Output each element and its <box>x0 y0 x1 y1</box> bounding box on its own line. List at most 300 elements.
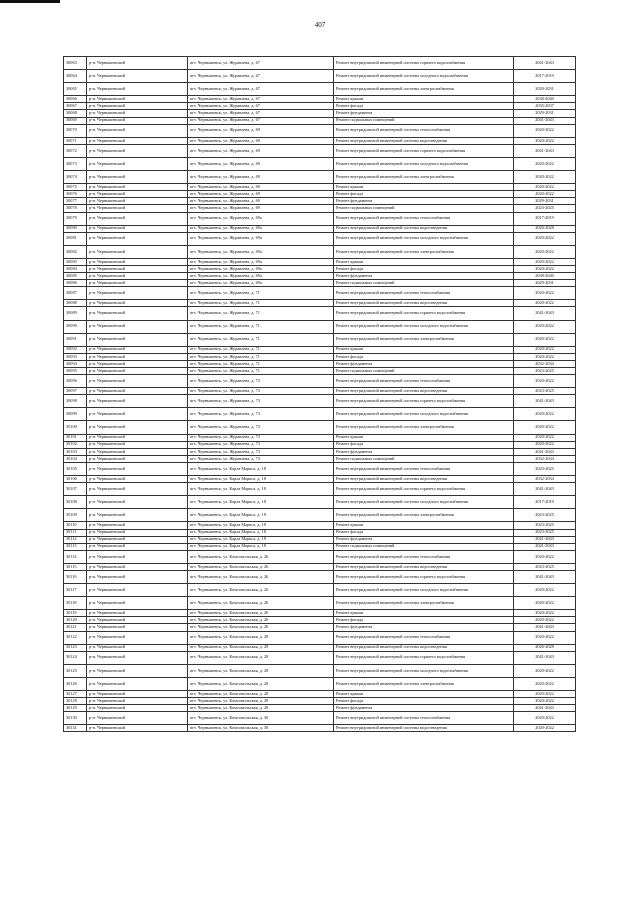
table-row <box>64 421 576 434</box>
period-cell: 2041-2043 <box>514 307 576 320</box>
district-cell: р-н. Чернышевский <box>87 117 188 124</box>
row-number-cell: 30088 <box>64 300 87 307</box>
work-type-cell: Ремонт внутридомовой инженерной системы водоотведения <box>334 300 514 307</box>
work-type-cell: Ремонт подвальных помещений <box>334 117 514 124</box>
table-row <box>64 448 576 455</box>
table-row <box>64 462 576 475</box>
row-number-cell: 30123 <box>64 644 87 651</box>
row-number-cell: 30120 <box>64 617 87 624</box>
row-number-cell: 30068 <box>64 110 87 117</box>
table-row <box>64 455 576 462</box>
work-type-cell: Ремонт фасада <box>334 441 514 448</box>
district-cell: р-н. Чернышевский <box>87 536 188 543</box>
work-type-cell: Ремонт внутридомовой инженерной системы холодного водоснабжения <box>334 584 514 597</box>
district-cell: р-н. Чернышевский <box>87 455 188 462</box>
row-number-cell: 30127 <box>64 691 87 698</box>
row-number-cell: 30118 <box>64 597 87 610</box>
table-row <box>64 408 576 421</box>
district-cell: р-н. Чернышевский <box>87 434 188 441</box>
address-cell: пгт. Чернышевск, ул. Журавлева, д. 67 <box>188 96 334 103</box>
address-cell: пгт. Чернышевск, ул. Журавлева, д. 73 <box>188 441 334 448</box>
row-number-cell: 30097 <box>64 388 87 395</box>
table-row <box>64 353 576 360</box>
address-cell: пгт. Чернышевск, ул. Журавлева, д. 71 <box>188 320 334 333</box>
table-row <box>64 232 576 245</box>
work-type-cell: Ремонт фундамента <box>334 110 514 117</box>
period-cell: 2041-2043 <box>514 144 576 157</box>
work-type-cell: Ремонт подвальных помещений <box>334 368 514 375</box>
address-cell: пгт. Чернышевск, ул. Комсомольская, д. 28 <box>188 664 334 677</box>
district-cell: р-н. Чернышевский <box>87 543 188 550</box>
work-type-cell: Ремонт крыши <box>334 434 514 441</box>
district-cell: р-н. Чернышевский <box>87 360 188 367</box>
work-type-cell: Ремонт внутридомовой инженерной системы холодного водоснабжения <box>334 157 514 170</box>
district-cell: р-н. Чернышевский <box>87 191 188 198</box>
table-row <box>64 103 576 110</box>
address-cell: пгт. Чернышевск, ул. Комсомольская, д. 28 <box>188 698 334 705</box>
period-cell: 2020-2022 <box>514 584 576 597</box>
row-number-cell: 30073 <box>64 157 87 170</box>
period-cell: 2041-2043 <box>514 117 576 124</box>
row-number-cell: 30070 <box>64 124 87 137</box>
repair-schedule-table <box>63 56 576 732</box>
period-cell: 2038-2040 <box>514 96 576 103</box>
period-cell: 2020-2022 <box>514 258 576 265</box>
work-type-cell: Ремонт внутридомовой инженерной системы электроснабжения <box>334 597 514 610</box>
district-cell: р-н. Чернышевский <box>87 265 188 272</box>
row-number-cell: 30065 <box>64 83 87 96</box>
table-row <box>64 522 576 529</box>
table-row <box>64 245 576 258</box>
table-row <box>64 184 576 191</box>
row-number-cell: 30131 <box>64 725 87 732</box>
period-cell: 2020-2022 <box>514 631 576 644</box>
row-number-cell: 30077 <box>64 198 87 205</box>
table-row <box>64 57 576 70</box>
table-row <box>64 441 576 448</box>
row-number-cell: 30067 <box>64 103 87 110</box>
row-number-cell: 30082 <box>64 245 87 258</box>
row-number-cell: 30105 <box>64 462 87 475</box>
period-cell: 2020-2022 <box>514 232 576 245</box>
work-type-cell: Ремонт внутридомовой инженерной системы холодного водоснабжения <box>334 496 514 509</box>
district-cell: р-н. Чернышевский <box>87 96 188 103</box>
address-cell: пгт. Чернышевск, ул. Комсомольская, д. 26 <box>188 624 334 631</box>
table-row <box>64 346 576 353</box>
district-cell: р-н. Чернышевский <box>87 184 188 191</box>
row-number-cell: 30103 <box>64 448 87 455</box>
district-cell: р-н. Чернышевский <box>87 232 188 245</box>
period-cell: 2020-2022 <box>514 434 576 441</box>
table-row <box>64 144 576 157</box>
address-cell: пгт. Чернышевск, ул. Журавлева, д. 67 <box>188 57 334 70</box>
row-number-cell: 30079 <box>64 212 87 225</box>
address-cell: пгт. Чернышевск, ул. Журавлева, д. 69а <box>188 265 334 272</box>
work-type-cell: Ремонт подвальных помещений <box>334 543 514 550</box>
address-cell: пгт. Чернышевск, ул. Журавлева, д. 71 <box>188 368 334 375</box>
table-row <box>64 368 576 375</box>
work-type-cell: Ремонт внутридомовой инженерной системы горячего водоснабжения <box>334 570 514 583</box>
district-cell: р-н. Чернышевский <box>87 483 188 496</box>
table-row <box>64 570 576 583</box>
table-row <box>64 258 576 265</box>
address-cell: пгт. Чернышевск, ул. Журавлева, д. 69 <box>188 191 334 198</box>
row-number-cell: 30104 <box>64 455 87 462</box>
row-number-cell: 30096 <box>64 375 87 388</box>
work-type-cell: Ремонт внутридомовой инженерной системы холодного водоснабжения <box>334 408 514 421</box>
row-number-cell: 30113 <box>64 543 87 550</box>
period-cell: 2041-2043 <box>514 543 576 550</box>
work-type-cell: Ремонт крыши <box>334 96 514 103</box>
period-cell: 2029-2031 <box>514 280 576 287</box>
district-cell: р-н. Чернышевский <box>87 584 188 597</box>
address-cell: пгт. Чернышевск, ул. Комсомольская, д. 28 <box>188 644 334 651</box>
table-row <box>64 157 576 170</box>
work-type-cell: Ремонт фундамента <box>334 198 514 205</box>
row-number-cell: 30112 <box>64 536 87 543</box>
work-type-cell: Ремонт фундамента <box>334 536 514 543</box>
address-cell: пгт. Чернышевск, ул. Карла Маркса, д. 18 <box>188 529 334 536</box>
work-type-cell: Ремонт внутридомовой инженерной системы водоотведения <box>334 225 514 232</box>
address-cell: пгт. Чернышевск, ул. Журавлева, д. 69 <box>188 171 334 184</box>
period-cell: 2041-2043 <box>514 395 576 408</box>
table-row <box>64 83 576 96</box>
table-row <box>64 584 576 597</box>
address-cell: пгт. Чернышевск, ул. Журавлева, д. 73 <box>188 375 334 388</box>
district-cell: р-н. Чернышевский <box>87 368 188 375</box>
district-cell: р-н. Чернышевский <box>87 388 188 395</box>
period-cell: 2020-2022 <box>514 333 576 346</box>
district-cell: р-н. Чернышевский <box>87 624 188 631</box>
district-cell: р-н. Чернышевский <box>87 550 188 563</box>
period-cell: 2029-2031 <box>514 83 576 96</box>
district-cell: р-н. Чернышевский <box>87 273 188 280</box>
period-cell: 2020-2022 <box>514 617 576 624</box>
address-cell: пгт. Чернышевск, ул. Комсомольская, д. 26 <box>188 563 334 570</box>
work-type-cell: Ремонт внутридомовой инженерной системы теплоснабжения <box>334 375 514 388</box>
address-cell: пгт. Чернышевск, ул. Журавлева, д. 73 <box>188 434 334 441</box>
address-cell: пгт. Чернышевск, ул. Журавлева, д. 69а <box>188 245 334 258</box>
district-cell: р-н. Чернышевский <box>87 408 188 421</box>
period-cell: 2020-2022 <box>514 664 576 677</box>
period-cell: 2032-2034 <box>514 360 576 367</box>
address-cell: пгт. Чернышевск, ул. Комсомольская, д. 28 <box>188 677 334 690</box>
table-row <box>64 212 576 225</box>
row-number-cell: 30099 <box>64 408 87 421</box>
period-cell: 2020-2022 <box>514 320 576 333</box>
work-type-cell: Ремонт внутридомовой инженерной системы теплоснабжения <box>334 712 514 725</box>
period-cell: 2020-2022 <box>514 137 576 144</box>
district-cell: р-н. Чернышевский <box>87 496 188 509</box>
row-number-cell: 30074 <box>64 171 87 184</box>
row-number-cell: 30111 <box>64 529 87 536</box>
period-cell: 2029-2031 <box>514 198 576 205</box>
work-type-cell: Ремонт внутридомовой инженерной системы горячего водоснабжения <box>334 651 514 664</box>
table-row <box>64 610 576 617</box>
table-row <box>64 205 576 212</box>
district-cell: р-н. Чернышевский <box>87 395 188 408</box>
address-cell: пгт. Чернышевск, ул. Журавлева, д. 69 <box>188 198 334 205</box>
period-cell: 2041-2043 <box>514 483 576 496</box>
address-cell: пгт. Чернышевск, ул. Комсомольская, д. 30 <box>188 712 334 725</box>
table-row <box>64 171 576 184</box>
table-row <box>64 698 576 705</box>
row-number-cell: 30121 <box>64 624 87 631</box>
address-cell: пгт. Чернышевск, ул. Журавлева, д. 69 <box>188 184 334 191</box>
address-cell: пгт. Чернышевск, ул. Карла Маркса, д. 18 <box>188 496 334 509</box>
table-row <box>64 712 576 725</box>
period-cell: 2023-2025 <box>514 529 576 536</box>
row-number-cell: 30089 <box>64 307 87 320</box>
row-number-cell: 30114 <box>64 550 87 563</box>
address-cell: пгт. Чернышевск, ул. Журавлева, д. 67 <box>188 110 334 117</box>
table-row <box>64 191 576 198</box>
address-cell: пгт. Чернышевск, ул. Журавлева, д. 67 <box>188 103 334 110</box>
work-type-cell: Ремонт внутридомовой инженерной системы горячего водоснабжения <box>334 483 514 496</box>
table-row <box>64 483 576 496</box>
table-row <box>64 117 576 124</box>
address-cell: пгт. Чернышевск, ул. Карла Маркса, д. 18 <box>188 462 334 475</box>
district-cell: р-н. Чернышевский <box>87 631 188 644</box>
table-row <box>64 70 576 83</box>
period-cell: 2017-2019 <box>514 496 576 509</box>
work-type-cell: Ремонт фасада <box>334 353 514 360</box>
work-type-cell: Ремонт внутридомовой инженерной системы электроснабжения <box>334 245 514 258</box>
table-row <box>64 691 576 698</box>
row-number-cell: 30080 <box>64 225 87 232</box>
work-type-cell: Ремонт фасада <box>334 103 514 110</box>
work-type-cell: Ремонт внутридомовой инженерной системы холодного водоснабжения <box>334 664 514 677</box>
work-type-cell: Ремонт фундамента <box>334 705 514 712</box>
address-cell: пгт. Чернышевск, ул. Журавлева, д. 73 <box>188 388 334 395</box>
row-number-cell: 30090 <box>64 320 87 333</box>
district-cell: р-н. Чернышевский <box>87 448 188 455</box>
period-cell: 2017-2019 <box>514 212 576 225</box>
address-cell: пгт. Чернышевск, ул. Карла Маркса, д. 18 <box>188 543 334 550</box>
work-type-cell: Ремонт фасада <box>334 529 514 536</box>
district-cell: р-н. Чернышевский <box>87 110 188 117</box>
address-cell: пгт. Чернышевск, ул. Журавлева, д. 71 <box>188 300 334 307</box>
address-cell: пгт. Чернышевск, ул. Журавлева, д. 67 <box>188 117 334 124</box>
table-row <box>64 543 576 550</box>
work-type-cell: Ремонт фасада <box>334 617 514 624</box>
work-type-cell: Ремонт внутридомовой инженерной системы холодного водоснабжения <box>334 320 514 333</box>
address-cell: пгт. Чернышевск, ул. Карла Маркса, д. 18 <box>188 476 334 483</box>
address-cell: пгт. Чернышевск, ул. Журавлева, д. 73 <box>188 421 334 434</box>
row-number-cell: 30087 <box>64 287 87 300</box>
period-cell: 2020-2022 <box>514 157 576 170</box>
row-number-cell: 30069 <box>64 117 87 124</box>
period-cell: 2020-2022 <box>514 677 576 690</box>
address-cell: пгт. Чернышевск, ул. Журавлева, д. 73 <box>188 455 334 462</box>
district-cell: р-н. Чернышевский <box>87 617 188 624</box>
table-row <box>64 300 576 307</box>
period-cell: 2023-2025 <box>514 205 576 212</box>
row-number-cell: 30129 <box>64 705 87 712</box>
row-number-cell: 30093 <box>64 353 87 360</box>
work-type-cell: Ремонт крыши <box>334 522 514 529</box>
district-cell: р-н. Чернышевский <box>87 677 188 690</box>
work-type-cell: Ремонт внутридомовой инженерной системы водоотведения <box>334 725 514 732</box>
address-cell: пгт. Чернышевск, ул. Журавлева, д. 69 <box>188 124 334 137</box>
district-cell: р-н. Чернышевский <box>87 563 188 570</box>
district-cell: р-н. Чернышевский <box>87 171 188 184</box>
period-cell: 2020-2022 <box>514 712 576 725</box>
address-cell: пгт. Чернышевск, ул. Карла Маркса, д. 18 <box>188 483 334 496</box>
work-type-cell: Ремонт подвальных помещений <box>334 280 514 287</box>
district-cell: р-н. Чернышевский <box>87 644 188 651</box>
district-cell: р-н. Чернышевский <box>87 280 188 287</box>
district-cell: р-н. Чернышевский <box>87 597 188 610</box>
address-cell: пгт. Чернышевск, ул. Журавлева, д. 69а <box>188 212 334 225</box>
row-number-cell: 30124 <box>64 651 87 664</box>
period-cell: 2041-2043 <box>514 448 576 455</box>
address-cell: пгт. Чернышевск, ул. Журавлева, д. 71 <box>188 353 334 360</box>
period-cell: 2020-2022 <box>514 375 576 388</box>
address-cell: пгт. Чернышевск, ул. Комсомольская, д. 26 <box>188 584 334 597</box>
work-type-cell: Ремонт внутридомовой инженерной системы водоотведения <box>334 644 514 651</box>
district-cell: р-н. Чернышевский <box>87 664 188 677</box>
district-cell: р-н. Чернышевский <box>87 205 188 212</box>
work-type-cell: Ремонт внутридомовой инженерной системы горячего водоснабжения <box>334 307 514 320</box>
work-type-cell: Ремонт внутридомовой инженерной системы электроснабжения <box>334 421 514 434</box>
address-cell: пгт. Чернышевск, ул. Журавлева, д. 73 <box>188 408 334 421</box>
district-cell: р-н. Чернышевский <box>87 70 188 83</box>
row-number-cell: 30064 <box>64 70 87 83</box>
period-cell: 2023-2025 <box>514 368 576 375</box>
period-cell: 2020-2022 <box>514 421 576 434</box>
table-row <box>64 96 576 103</box>
district-cell: р-н. Чернышевский <box>87 651 188 664</box>
district-cell: р-н. Чернышевский <box>87 307 188 320</box>
period-cell: 2020-2022 <box>514 265 576 272</box>
address-cell: пгт. Чернышевск, ул. Журавлева, д. 71 <box>188 287 334 300</box>
work-type-cell: Ремонт внутридомовой инженерной системы теплоснабжения <box>334 124 514 137</box>
row-number-cell: 30122 <box>64 631 87 644</box>
table-row <box>64 137 576 144</box>
district-cell: р-н. Чернышевский <box>87 522 188 529</box>
period-cell: 2020-2022 <box>514 441 576 448</box>
work-type-cell: Ремонт внутридомовой инженерной системы водоотведения <box>334 563 514 570</box>
work-type-cell: Ремонт внутридомовой инженерной системы горячего водоснабжения <box>334 57 514 70</box>
period-cell: 2023-2025 <box>514 563 576 570</box>
period-cell: 2029-2031 <box>514 110 576 117</box>
row-number-cell: 30076 <box>64 191 87 198</box>
district-cell: р-н. Чернышевский <box>87 57 188 70</box>
row-number-cell: 30109 <box>64 509 87 522</box>
work-type-cell: Ремонт подвальных помещений <box>334 455 514 462</box>
row-number-cell: 30094 <box>64 360 87 367</box>
work-type-cell: Ремонт подвальных помещений <box>334 205 514 212</box>
table-row <box>64 360 576 367</box>
row-number-cell: 30098 <box>64 395 87 408</box>
row-number-cell: 30078 <box>64 205 87 212</box>
district-cell: р-н. Чернышевский <box>87 421 188 434</box>
period-cell: 2017-2019 <box>514 70 576 83</box>
work-type-cell: Ремонт внутридомовой инженерной системы холодного водоснабжения <box>334 232 514 245</box>
address-cell: пгт. Чернышевск, ул. Журавлева, д. 69 <box>188 137 334 144</box>
work-type-cell: Ремонт внутридомовой инженерной системы горячего водоснабжения <box>334 395 514 408</box>
address-cell: пгт. Чернышевск, ул. Журавлева, д. 71 <box>188 360 334 367</box>
row-number-cell: 30101 <box>64 434 87 441</box>
address-cell: пгт. Чернышевск, ул. Карла Маркса, д. 18 <box>188 522 334 529</box>
row-number-cell: 30086 <box>64 280 87 287</box>
row-number-cell: 30108 <box>64 496 87 509</box>
work-type-cell: Ремонт фундамента <box>334 360 514 367</box>
row-number-cell: 30119 <box>64 610 87 617</box>
district-cell: р-н. Чернышевский <box>87 245 188 258</box>
period-cell: 2041-2043 <box>514 570 576 583</box>
table-row <box>64 509 576 522</box>
work-type-cell: Ремонт крыши <box>334 258 514 265</box>
row-number-cell: 30075 <box>64 184 87 191</box>
district-cell: р-н. Чернышевский <box>87 712 188 725</box>
work-type-cell: Ремонт внутридомовой инженерной системы теплоснабжения <box>334 212 514 225</box>
table-row <box>64 225 576 232</box>
period-cell: 2032-2034 <box>514 455 576 462</box>
work-type-cell: Ремонт внутридомовой инженерной системы теплоснабжения <box>334 550 514 563</box>
address-cell: пгт. Чернышевск, ул. Журавлева, д. 69а <box>188 225 334 232</box>
table-row <box>64 496 576 509</box>
work-type-cell: Ремонт внутридомовой инженерной системы электроснабжения <box>334 171 514 184</box>
work-type-cell: Ремонт внутридомовой инженерной системы электроснабжения <box>334 83 514 96</box>
table-row <box>64 563 576 570</box>
table-row <box>64 110 576 117</box>
district-cell: р-н. Чернышевский <box>87 300 188 307</box>
address-cell: пгт. Чернышевск, ул. Журавлева, д. 69 <box>188 205 334 212</box>
district-cell: р-н. Чернышевский <box>87 212 188 225</box>
table-row <box>64 307 576 320</box>
table-body <box>64 57 576 732</box>
address-cell: пгт. Чернышевск, ул. Комсомольская, д. 26 <box>188 570 334 583</box>
address-cell: пгт. Чернышевск, ул. Журавлева, д. 71 <box>188 346 334 353</box>
row-number-cell: 30092 <box>64 346 87 353</box>
period-cell: 2020-2022 <box>514 184 576 191</box>
address-cell: пгт. Чернышевск, ул. Журавлева, д. 67 <box>188 83 334 96</box>
row-number-cell: 30130 <box>64 712 87 725</box>
scan-corner-mark <box>0 0 60 3</box>
work-type-cell: Ремонт фасада <box>334 265 514 272</box>
work-type-cell: Ремонт внутридомовой инженерной системы теплоснабжения <box>334 631 514 644</box>
work-type-cell: Ремонт внутридомовой инженерной системы теплоснабжения <box>334 287 514 300</box>
district-cell: р-н. Чернышевский <box>87 287 188 300</box>
period-cell: 2020-2022 <box>514 550 576 563</box>
work-type-cell: Ремонт фундамента <box>334 273 514 280</box>
work-type-cell: Ремонт фундамента <box>334 624 514 631</box>
work-type-cell: Ремонт внутридомовой инженерной системы горячего водоснабжения <box>334 144 514 157</box>
period-cell: 2020-2022 <box>514 610 576 617</box>
table-row <box>64 280 576 287</box>
address-cell: пгт. Чернышевск, ул. Журавлева, д. 69а <box>188 258 334 265</box>
district-cell: р-н. Чернышевский <box>87 333 188 346</box>
address-cell: пгт. Чернышевск, ул. Комсомольская, д. 28 <box>188 691 334 698</box>
period-cell: 2020-2022 <box>514 346 576 353</box>
district-cell: р-н. Чернышевский <box>87 570 188 583</box>
period-cell: 2023-2025 <box>514 509 576 522</box>
row-number-cell: 30110 <box>64 522 87 529</box>
address-cell: пгт. Чернышевск, ул. Комсомольская, д. 28 <box>188 705 334 712</box>
row-number-cell: 30100 <box>64 421 87 434</box>
work-type-cell: Ремонт внутридомовой инженерной системы электроснабжения <box>334 509 514 522</box>
address-cell: пгт. Чернышевск, ул. Комсомольская, д. 30 <box>188 725 334 732</box>
district-cell: р-н. Чернышевский <box>87 258 188 265</box>
period-cell: 2020-2022 <box>514 124 576 137</box>
row-number-cell: 30084 <box>64 265 87 272</box>
address-cell: пгт. Чернышевск, ул. Журавлева, д. 73 <box>188 395 334 408</box>
work-type-cell: Ремонт крыши <box>334 346 514 353</box>
district-cell: р-н. Чернышевский <box>87 198 188 205</box>
work-type-cell: Ремонт фасада <box>334 698 514 705</box>
